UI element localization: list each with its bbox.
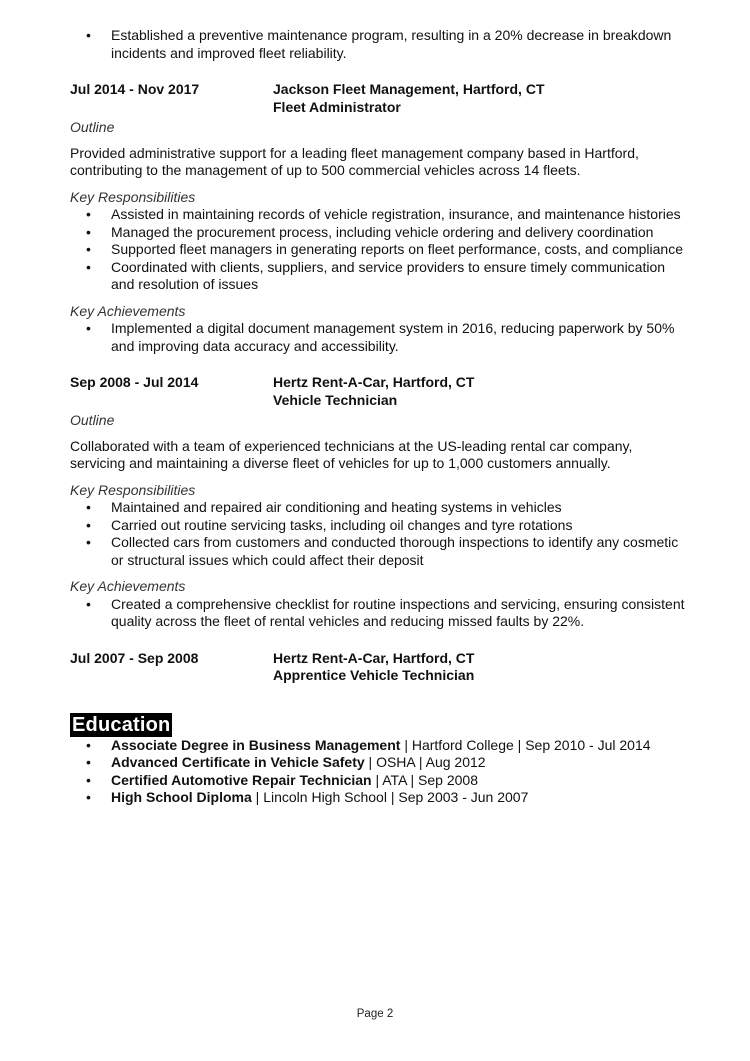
page-number: Page 2 <box>356 1008 394 1020</box>
responsibilities-list <box>70 499 685 569</box>
responsibility-item: • Maintained and repaired air conditioning and heating systems in vehicles <box>70 499 685 517</box>
achievements-label: Key Achievements <box>70 302 186 319</box>
education-degree: Certified Automotive Repair Technician <box>111 771 372 788</box>
job-company: Jackson Fleet Management, Hartford, CT <box>273 81 545 97</box>
education-degree: High School Diploma <box>111 789 252 805</box>
job-company: Hertz Rent-A-Car, Hartford, CT <box>273 649 475 666</box>
responsibility-item: • Collected cars from customers and conducted thorough inspections to identify any cosmetic or structural issues which could affect their deposit <box>70 534 685 569</box>
previous-job-achievements <box>70 27 685 62</box>
responsibility-item: • Supported fleet managers in generating reports on fleet performance, costs, and compliance <box>70 241 685 259</box>
job-meta <box>273 81 545 116</box>
responsibility-item: • Managed the procurement process, including vehicle ordering and delivery coordination <box>70 224 685 242</box>
education-details: | Lincoln High School | Sep 2003 - Jun 2007 <box>251 789 529 805</box>
education-degree: Advanced Certificate in Vehicle Safety <box>111 754 365 770</box>
education-details: | ATA | Sep 2008 <box>371 771 478 788</box>
responsibility-item: • Carried out routine servicing tasks, including oil changes and tyre rotations <box>70 517 685 535</box>
job-role: Apprentice Vehicle Technician <box>273 667 475 683</box>
education-item <box>70 754 685 772</box>
responsibilities-label: Key Responsibilities <box>70 188 196 205</box>
responsibilities-list <box>70 206 685 294</box>
job-header <box>70 650 685 685</box>
outline-text: Provided administrative support for a leading fleet management company based in Hartford, contributing to the management of up to 500 commercial vehicles across 14 fleets. <box>70 144 639 178</box>
outline-text: Collaborated with a team of experienced technicians at the US-leading rental car company, servicing and maintaining a diverse fleet of vehicles for up to 1,000 customers annually. <box>70 437 633 471</box>
outline-label: Outline <box>70 119 115 135</box>
achievement-item: • Created a comprehensive checklist for routine inspections and servicing, ensuring consistent quality across the fleet of rental vehicles and reducing missed faults by 22%. <box>70 596 685 631</box>
job-dates: Jul 2007 - Sep 2008 <box>70 649 199 666</box>
education-section <box>70 685 685 807</box>
responsibility-item: • Coordinated with clients, suppliers, and service providers to ensure timely communication and resolution of issues <box>70 259 685 294</box>
education-degree: Associate Degree in Business Management <box>111 736 401 753</box>
job-company: Hertz Rent-A-Car, Hartford, CT <box>273 374 475 390</box>
achievements-list <box>70 320 685 355</box>
education-list <box>70 737 685 807</box>
job-header <box>70 81 685 116</box>
education-details: | Hartford College | Sep 2010 - Jul 2014 <box>400 736 651 753</box>
education-item <box>70 789 685 807</box>
job-entry-jackson-fleet <box>70 81 685 355</box>
achievements-label: Key Achievements <box>70 578 186 594</box>
education-item <box>70 772 685 790</box>
job-entry-hertz-technician <box>70 374 685 631</box>
job-role: Fleet Administrator <box>273 98 401 115</box>
outline-label: Outline <box>70 412 115 428</box>
responsibilities-label: Key Responsibilities <box>70 481 196 498</box>
job-entry-hertz-apprentice <box>70 650 685 685</box>
job-dates: Jul 2014 - Nov 2017 <box>70 81 200 97</box>
job-meta <box>273 650 474 685</box>
resume-page <box>70 27 685 807</box>
achievements-list <box>70 596 685 631</box>
section-title-education: Education <box>72 713 171 736</box>
job-header <box>70 374 685 409</box>
education-details: | OSHA | Aug 2012 <box>364 754 486 770</box>
job-role: Vehicle Technician <box>273 391 398 408</box>
job-dates: Sep 2008 - Jul 2014 <box>70 374 199 390</box>
achievement-item: • Established a preventive maintenance program, resulting in a 20% decrease in breakdown incidents and improved fleet reliability. <box>70 27 685 62</box>
education-item <box>70 737 685 755</box>
job-meta <box>273 374 474 409</box>
achievement-item: • Implemented a digital document management system in 2016, reducing paperwork by 50% and improving data accuracy and accessibility. <box>70 320 685 355</box>
responsibility-item: • Assisted in maintaining records of vehicle registration, insurance, and maintenance histories <box>70 206 685 224</box>
